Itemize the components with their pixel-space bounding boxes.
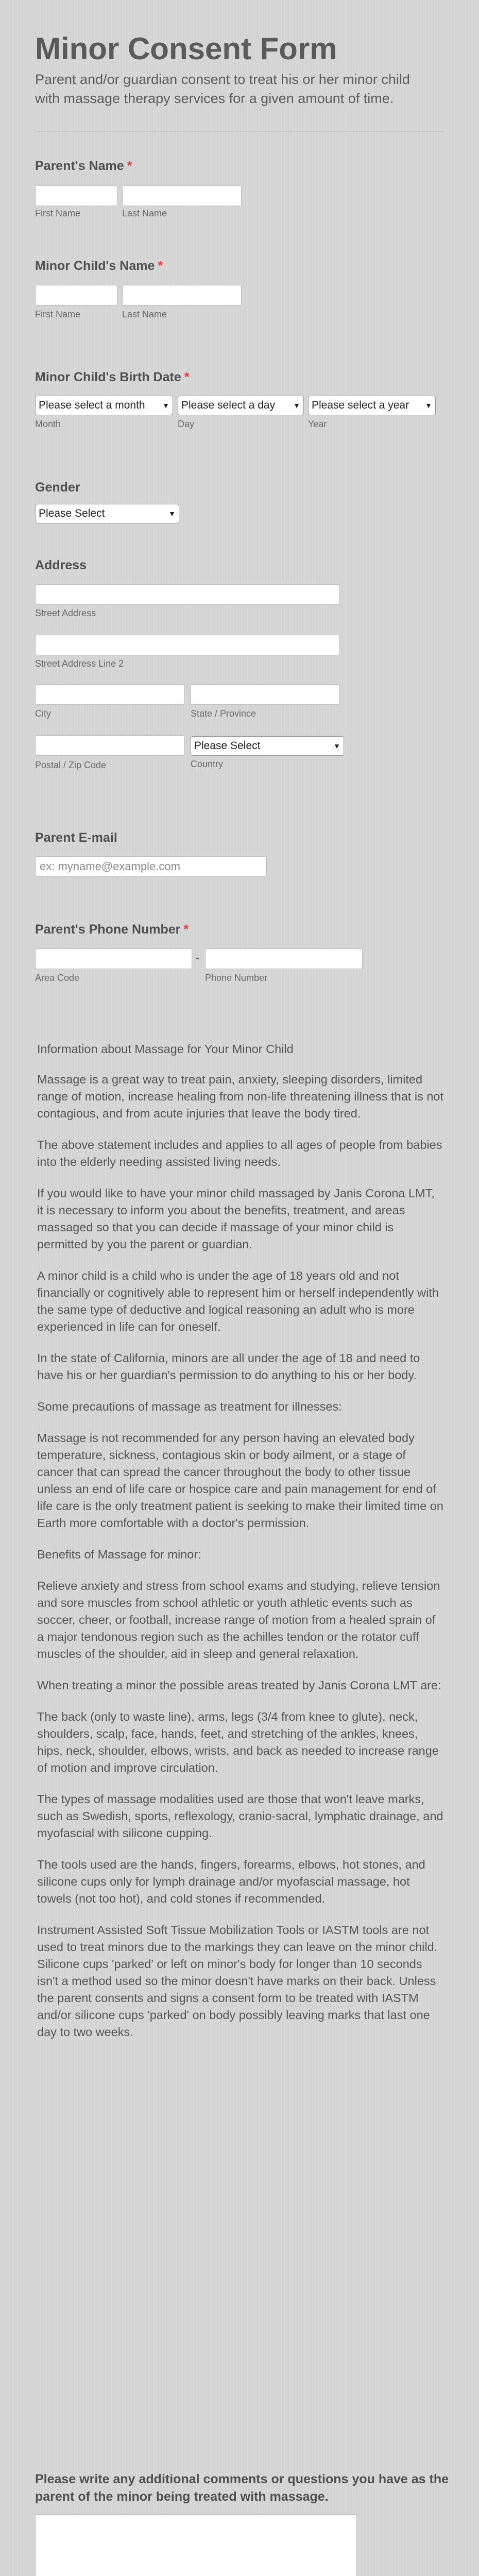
info-paragraph: Some precautions of massage as treatment for illnesses:: [37, 1400, 342, 1413]
parent-name-label: Parent's Name *: [35, 159, 132, 173]
country-label: Country: [191, 759, 224, 769]
required-mark: *: [127, 159, 132, 173]
massage-info-section: [37, 1041, 444, 2055]
city-label: City: [35, 708, 51, 719]
info-paragraph: Relieve anxiety and stress from school exams and studying, relieve tension and sore muscles from school athletic or youth athletic events such as soccer, cheer, or football, increase range of motion from a healed sprain of a major tendonous region such as the achilles tendon or the rotator cuff muscles of the shoulder, aid in sleep and general relaxation.: [37, 1579, 440, 1660]
city-input[interactable]: [35, 684, 184, 705]
state-input[interactable]: [191, 684, 340, 705]
form-subtitle: Parent and/or guardian consent to treat his or her minor child with massage therapy services for a given amount of time.: [35, 72, 410, 106]
birth-day-label: Day: [178, 419, 195, 429]
parent-last-name-input[interactable]: [122, 185, 242, 206]
chevron-down-icon: ▼: [168, 510, 176, 518]
info-paragraph: Instrument Assisted Soft Tissue Mobilization Tools or IASTM tools are not used to treat minors due to the markings they can leave on the minor child. Silicone cups 'parked' or left on minor's body for longer than 10 seconds isn't a method used so the minor doesn't have marks on their back. Unless the parent consents and signs a consent form to be treated with IASTM and/or silicone cups 'parked' on body possibly leaving marks that last one day to two weeks.: [37, 1923, 438, 2039]
chevron-down-icon: ▼: [333, 742, 340, 750]
info-paragraph: When treating a minor the possible areas treated by Janis Corona LMT are:: [37, 1679, 441, 1692]
chevron-down-icon: ▼: [425, 401, 432, 410]
address-label: Address: [35, 558, 87, 572]
header-divider: [35, 131, 445, 132]
parent-last-name-label: Last Name: [122, 208, 167, 218]
parent-first-name-input[interactable]: [35, 185, 117, 206]
child-last-name-input[interactable]: [122, 285, 242, 306]
info-paragraph: The tools used are the hands, fingers, forearms, elbows, hot stones, and silicone cups only for lymph drainage and/or myofascial massage, hot towels (not too hot), and cold stones if recommended.: [37, 1858, 425, 1905]
info-paragraph: The above statement includes and applies to all ages of people from babies into the elderly needing assisted living needs.: [37, 1138, 442, 1168]
form-title: Minor Consent Form: [35, 31, 337, 66]
info-paragraph: Massage is a great way to treat pain, anxiety, sleeping disorders, limited range of motion, increase healing from non-life threatening illness that is not contagious, and from acute injuries that leave the body tired.: [37, 1073, 444, 1120]
comments-textarea[interactable]: [35, 2514, 357, 2576]
chevron-down-icon: ▼: [293, 401, 300, 410]
required-mark: *: [158, 259, 163, 273]
required-mark: *: [183, 922, 189, 937]
birth-date-label: Minor Child's Birth Date *: [35, 370, 190, 384]
comments-label: Please write any additional comments or questions you have as the parent of the minor being treated with massage.: [35, 2472, 449, 2504]
phone-number-input[interactable]: [205, 948, 363, 969]
info-paragraph: If you would like to have your minor child massaged by Janis Corona LMT, it is necessary to inform you about the benefits, treatment, and areas massaged so that you can decide if massage of your minor child is permitted by you the parent or guardian.: [37, 1187, 435, 1251]
birth-month-label: Month: [35, 419, 61, 429]
country-select[interactable]: Please Select ▼: [191, 736, 344, 756]
info-paragraph: The back (only to waste line), arms, legs (3/4 from knee to glute), neck, shoulders, scalp, face, hands, feet, and stretching of the ankles, knees, hips, neck, shoulder, elbows, wrists, and back as needed to increase range of motion and improve circulation.: [37, 1710, 439, 1774]
street-address-label: Street Address: [35, 608, 96, 618]
birth-day-select[interactable]: Please select a day ▼: [178, 396, 304, 415]
chevron-down-icon: ▼: [162, 401, 169, 410]
state-label: State / Province: [191, 708, 256, 719]
child-last-name-label: Last Name: [122, 309, 167, 319]
phone-label: Parent's Phone Number *: [35, 922, 189, 937]
street-address-2-input[interactable]: [35, 635, 340, 655]
form-header: [35, 31, 447, 108]
parent-first-name-label: First Name: [35, 208, 81, 218]
birth-year-label: Year: [308, 419, 327, 429]
child-first-name-label: First Name: [35, 309, 81, 319]
street-address-2-label: Street Address Line 2: [35, 658, 124, 669]
info-paragraph: A minor child is a child who is under the age of 18 years old and not financially or cognitively able to represent him or herself independently with the same type of deductive and logical reasoning an adult who is more experienced in life can for oneself.: [37, 1269, 439, 1333]
birth-year-select[interactable]: Please select a year ▼: [308, 396, 436, 415]
info-paragraph: Massage is not recommended for any person having an elevated body temperature, sickness, contagious skin or body ailment, or a stage of cancer that can spread the cancer throughout the body to other tissue unless an end of life care or hospice care and pain management for end of life care is the only treatment patient is seeking to make their limited time on Earth more comfortable with a doctor's permission.: [37, 1431, 443, 1530]
email-input[interactable]: [35, 856, 267, 877]
phone-area-code-input[interactable]: [35, 948, 192, 969]
area-code-label: Area Code: [35, 973, 80, 983]
phone-number-label: Phone Number: [205, 973, 268, 983]
postal-code-input[interactable]: [35, 735, 184, 756]
phone-dash: -: [195, 951, 199, 965]
info-heading: Information about Massage for Your Minor Child: [37, 1042, 294, 1056]
child-first-name-input[interactable]: [35, 285, 117, 306]
gender-label: Gender: [35, 480, 80, 495]
info-paragraph: The types of massage modalities used are those that won't leave marks, such as Swedish, sports, reflexology, cranio-sacral, lymphatic drainage, and myofascial with silicone cupping.: [37, 1792, 443, 1840]
street-address-input[interactable]: [35, 584, 340, 605]
info-paragraph: In the state of California, minors are all under the age of 18 and need to have his or her guardian's permission to do anything to his or her body.: [37, 1351, 420, 1382]
postal-code-label: Postal / Zip Code: [35, 760, 107, 770]
required-mark: *: [184, 370, 190, 384]
gender-select[interactable]: Please Select ▼: [35, 504, 179, 523]
child-name-label: Minor Child's Name *: [35, 259, 163, 273]
birth-month-select[interactable]: Please select a month ▼: [35, 396, 173, 415]
info-paragraph: Benefits of Massage for minor:: [37, 1548, 201, 1561]
email-label: Parent E-mail: [35, 831, 117, 845]
